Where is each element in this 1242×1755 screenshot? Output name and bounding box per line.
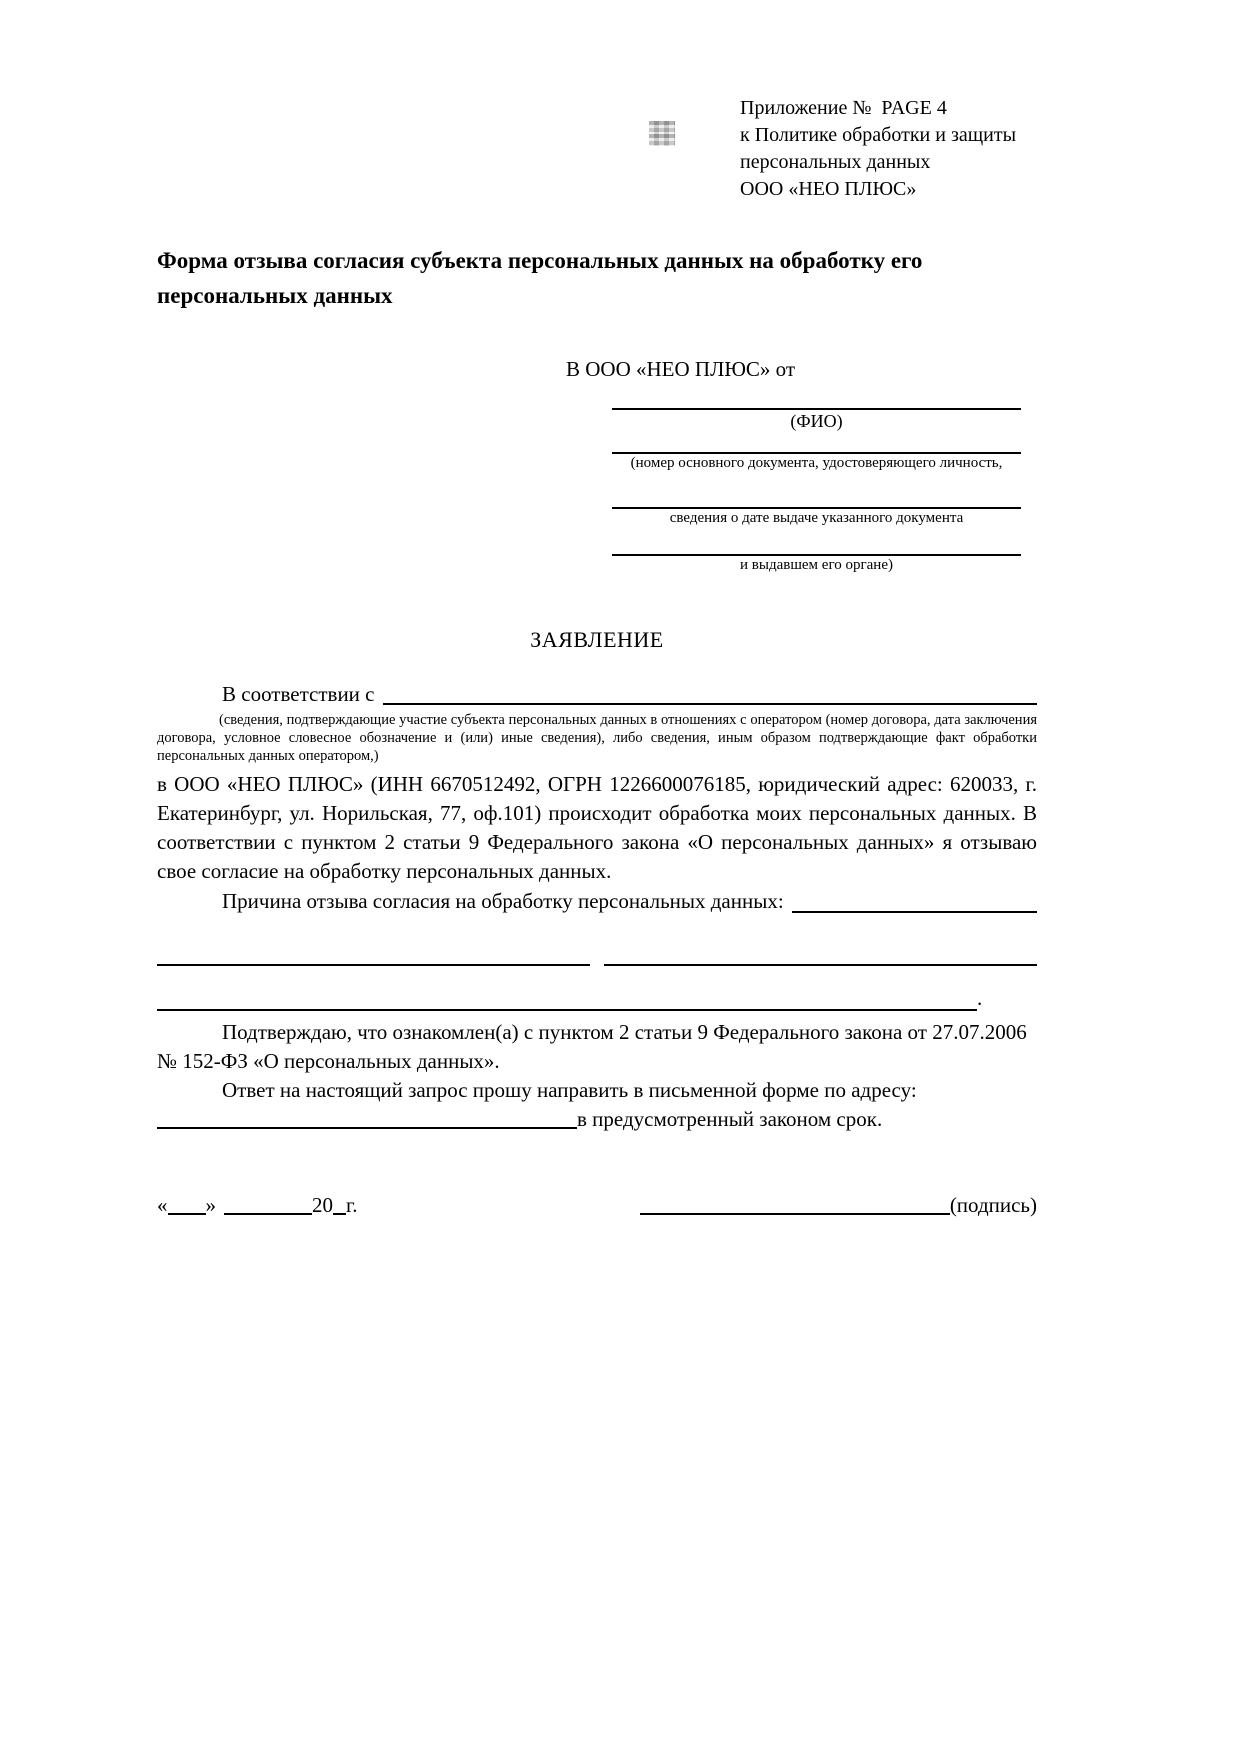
addressee-block — [566, 357, 1021, 575]
year-suffix: г. — [346, 1193, 358, 1217]
signature-group — [640, 1192, 1037, 1219]
basis-footnote: (сведения, подтверждающие участие субъекта персональных данных в отношениях с оператором (номер договора, дата заключения договора, условное словесное обозначение и (или) иные сведения), либо сведения, иным образом подтверждающие факт обработки персональных данных оператором,) — [157, 712, 1037, 764]
issue-date-caption: сведения о дате выдаче указанного документа — [669, 510, 964, 526]
reason-blank-segment — [157, 956, 590, 966]
document-content — [157, 0, 1037, 1219]
appendix-header — [740, 95, 1037, 203]
reason-blank-row-2 — [157, 986, 1037, 1011]
statement-heading: ЗАЯВЛЕНИЕ — [530, 627, 664, 652]
appendix-header-line: ООО «НЕО ПЛЮС» — [740, 178, 917, 200]
reason-blank-short — [792, 887, 1037, 913]
addressee-field-document-number — [612, 432, 1021, 473]
document-title: Форма отзыва согласия субъекта персональных данных на обработку его персональных данных — [157, 248, 923, 308]
document-number-blank-line — [612, 432, 1021, 454]
intro-prefix: В соответствии с — [222, 682, 375, 706]
fio-blank-line — [612, 384, 1021, 410]
addressee-field-fio — [612, 384, 1021, 432]
issue-date-blank-line — [612, 473, 1021, 509]
confirmation-paragraph: Подтверждаю, что ознакомлен(а) с пунктом 2 статьи 9 Федерального закона от 27.07.2006 № 152-ФЗ «О персональных данных». — [157, 1020, 1027, 1073]
reply-request-line: Ответ на настоящий запрос прошу направить в письменной форме по адресу: — [222, 1078, 917, 1102]
appendix-header-line: персональных данных — [740, 151, 931, 173]
statement-body: в ООО «НЕО ПЛЮС» (ИНН 6670512492, ОГРН 1226600076185, юридический адрес: 620033, г. Екатеринбург, ул. Норильская, 77, оф.101) происходит обработка моих персональных данных. В соответствии с пунктом 2 статьи 9 Федерального закона «О персональных данных» я отзываю свое согласие на обработку персональных данных. — [157, 772, 1037, 883]
reply-address-line — [157, 1105, 1037, 1134]
reason-label: Причина отзыва согласия на обработку персональных данных: — [222, 889, 784, 913]
day-quote-close: » — [205, 1193, 216, 1217]
addressee-to-line: В ООО «НЕО ПЛЮС» от — [566, 357, 796, 381]
basis-blank-line — [383, 681, 1038, 705]
year-blank-line — [333, 1205, 346, 1215]
appendix-header-line: к Политике обработки и защиты — [740, 124, 1017, 146]
day-blank-line — [168, 1205, 206, 1215]
issuing-authority-caption: и выдавшем его органе) — [740, 557, 893, 573]
address-blank-line — [157, 1119, 577, 1129]
footer-row — [157, 1192, 1037, 1219]
reply-suffix: в предусмотренный законом срок. — [577, 1107, 883, 1131]
issuing-authority-blank-line — [612, 528, 1021, 556]
reason-line — [157, 887, 1037, 916]
reason-blank-segment — [604, 956, 1037, 966]
addressee-field-issue-date — [612, 473, 1021, 528]
signature-caption: (подпись) — [949, 1193, 1037, 1217]
addressee-field-issuing-authority — [612, 528, 1021, 575]
year-text: 20 — [312, 1193, 333, 1217]
fio-caption: (ФИО) — [790, 411, 843, 431]
month-blank-line — [224, 1205, 312, 1215]
date-group — [157, 1192, 358, 1219]
reason-blank-segment — [157, 1001, 977, 1011]
reason-blank-row-1 — [157, 956, 1037, 966]
day-quote-open: « — [157, 1193, 168, 1217]
document-number-caption: (номер основного документа, удостоверяющего личность, — [630, 455, 1003, 471]
appendix-header-line: Приложение № PAGE 4 — [740, 97, 947, 119]
intro-line — [157, 681, 1037, 708]
signature-blank-line — [640, 1205, 950, 1215]
reason-period: . — [977, 986, 983, 1010]
